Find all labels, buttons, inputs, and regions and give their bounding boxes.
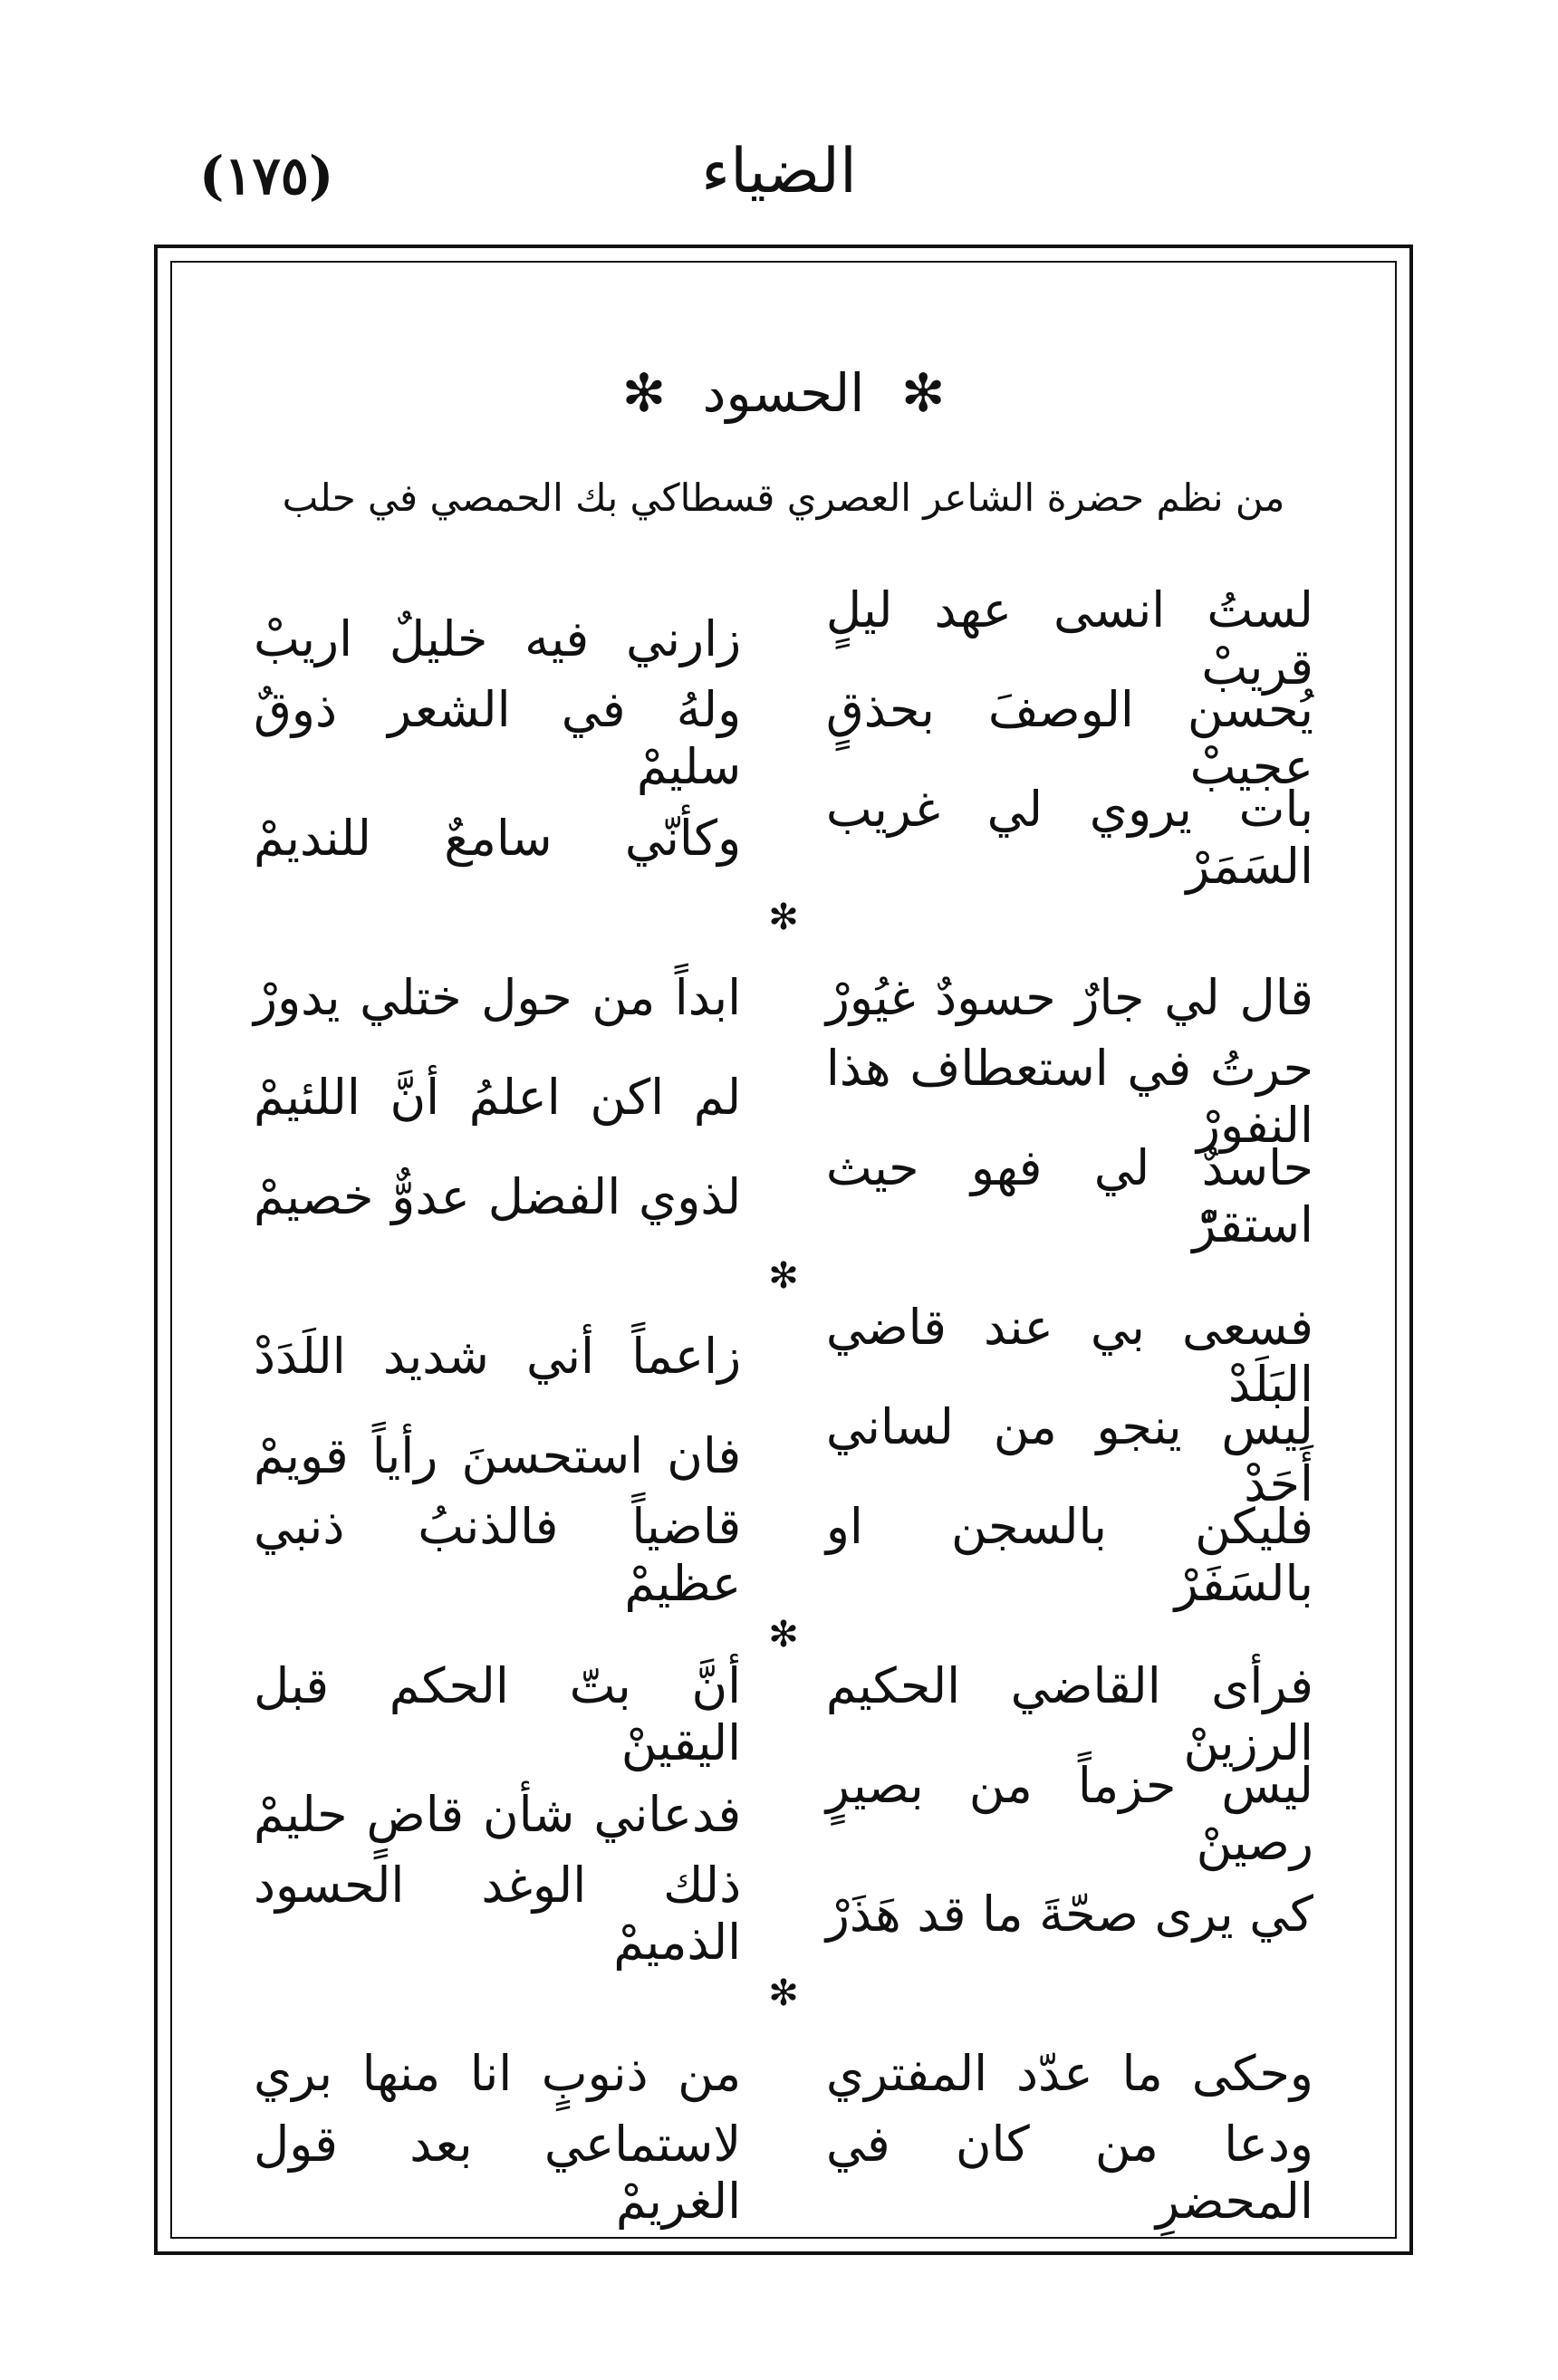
poem-body: [254, 581, 1313, 2230]
second-hemistich: لاستماعي بعد قول الغريمْ: [254, 2116, 742, 2230]
verse-line: [254, 1657, 1313, 1771]
verse-line: [254, 2116, 1313, 2230]
stanza-separator: ✻: [768, 1614, 799, 1655]
first-hemistich: ليس ينجو من لساني أَحَدْ: [825, 1398, 1313, 1512]
second-hemistich: وكأنّي سامعٌ للنديمْ: [254, 809, 742, 867]
verse-line: [254, 581, 1313, 696]
second-hemistich: ولهُ في الشعر ذوقٌ سليمْ: [254, 681, 742, 795]
ornament-icon: ✻: [621, 362, 667, 424]
first-hemistich: بات يروي لي غريب السَمَرْ: [825, 781, 1313, 895]
second-hemistich: ذلك الوغد الحسود الذميمْ: [254, 1857, 742, 1971]
first-hemistich: حاسدٌ لي فهو حيث استقرّْ: [825, 1139, 1313, 1253]
first-hemistich: حرتُ في استعطاف هذا النفورْ: [825, 1040, 1313, 1154]
page-number: (١٧٥): [199, 145, 334, 206]
first-hemistich: وحكى ما عدّد المفتري: [825, 2044, 1313, 2102]
verse-line: [254, 947, 1313, 1047]
first-hemistich: فرأى القاضي الحكيم الرزينْ: [825, 1657, 1313, 1771]
verse-line: [254, 1398, 1313, 1512]
second-hemistich: أنَّ بتّ الحكم قبل اليقينْ: [254, 1657, 742, 1771]
stanza-separator: ✻: [768, 897, 799, 938]
second-hemistich: قاضياً فالذنبُ ذنبي عظيمْ: [254, 1498, 742, 1612]
first-hemistich: لستُ انسى عهد ليلٍ قريبْ: [825, 581, 1313, 696]
verse-line: [254, 781, 1313, 895]
journal-title: الضياء: [701, 136, 857, 207]
first-hemistich: يُحسن الوصفَ بحذقٍ عجيبْ: [825, 681, 1313, 795]
second-hemistich: لم اكن اعلمُ أنَّ اللئيمْ: [254, 1068, 742, 1126]
stanza-separator: ✻: [768, 1255, 799, 1297]
verse-line: [254, 1040, 1313, 1154]
second-hemistich: من ذنوبٍ انا منها بري: [254, 2044, 742, 2102]
stanza: [254, 1657, 1313, 1971]
second-hemistich: ابداً من حول ختلي يدورْ: [254, 968, 742, 1026]
first-hemistich: كي يرى صحّةَ ما قد هَذَرْ: [825, 1885, 1313, 1943]
poem-title-text: الحسود: [702, 362, 865, 424]
poem-title: [172, 362, 1395, 424]
first-hemistich: فليكن بالسجن او بالسَفَرْ: [825, 1498, 1313, 1612]
verse-line: [254, 1498, 1313, 1612]
stanza-separator: ✻: [768, 1972, 799, 2014]
stanza: [254, 2023, 1313, 2230]
first-hemistich: قال لي جارٌ حسودٌ غيُورْ: [825, 968, 1313, 1026]
second-hemistich: زارني فيه خليلٌ اريبْ: [254, 609, 742, 667]
verse-line: [254, 2023, 1313, 2123]
page-frame: [154, 245, 1413, 2255]
page-header: [0, 118, 1558, 226]
first-hemistich: ودعا من كان في المحضرِ: [825, 2116, 1313, 2230]
verse-line: [254, 681, 1313, 795]
verse-line: [254, 1139, 1313, 1253]
second-hemistich: لذوي الفضل عدوٌّ خصيمْ: [254, 1167, 742, 1225]
stanza: [254, 947, 1313, 1253]
ornament-icon: ✻: [900, 362, 946, 424]
verse-line: [254, 1857, 1313, 1971]
stanza: [254, 1299, 1313, 1612]
first-hemistich: فسعى بي عند قاضي البَلَدْ: [825, 1299, 1313, 1413]
second-hemistich: فدعاني شأن قاضٍ حليمْ: [254, 1785, 742, 1843]
poem-attribution: من نظم حضرة الشاعر العصري قسطاكي بك الحمصي في حلب: [282, 475, 1285, 520]
verse-line: [254, 1299, 1313, 1413]
stanza: [254, 581, 1313, 895]
inner-frame: [170, 261, 1397, 2239]
second-hemistich: زاعماً أني شديد اللَدَدْ: [254, 1327, 742, 1385]
second-hemistich: فان استحسنَ رأياً قويمْ: [254, 1426, 742, 1484]
first-hemistich: ليس حزماً من بصيرٍ رصينْ: [825, 1757, 1313, 1871]
verse-line: [254, 1757, 1313, 1871]
